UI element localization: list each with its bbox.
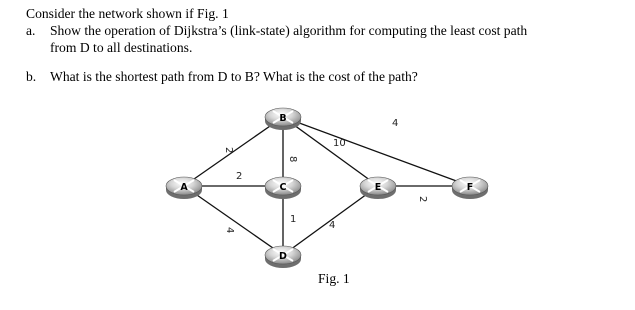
question-a-line-1: Show the operation of Dijkstra’s (link-state) algorithm for computing the least cost path	[50, 23, 528, 38]
node-label-b: B	[279, 113, 287, 124]
intro-text: Consider the network shown if Fig. 1	[26, 6, 229, 21]
edge-weight-a-b: 2	[223, 147, 234, 154]
edge-weight-b-f: 4	[392, 118, 399, 129]
node-label-c: C	[279, 182, 287, 193]
edge-b-f	[283, 117, 470, 186]
edge-weight-a-d: 4	[224, 227, 235, 234]
router-node-e	[360, 177, 396, 199]
node-label-f: F	[466, 182, 474, 193]
edge-a-d	[184, 186, 283, 255]
node-label-d: D	[279, 251, 287, 262]
question-a-marker: a.	[26, 23, 36, 38]
edge-weight-b-c: 8	[287, 156, 298, 163]
nodes-layer	[166, 108, 488, 268]
router-node-f	[452, 177, 488, 199]
router-node-d	[265, 246, 301, 268]
router-node-b	[265, 108, 301, 130]
edges-layer	[184, 117, 470, 255]
edge-weight-e-f: 2	[417, 196, 428, 203]
node-label-e: E	[374, 182, 382, 193]
edge-weight-a-c: 2	[236, 171, 243, 182]
question-a-line-2: from D to all destinations.	[50, 40, 193, 55]
edge-weight-b-e: 10	[333, 138, 346, 149]
figure-caption: Fig. 1	[318, 271, 350, 286]
router-node-c	[265, 177, 301, 199]
node-label-a: A	[180, 182, 188, 193]
edge-b-e	[283, 117, 378, 186]
edge-weight-c-d: 1	[290, 214, 297, 225]
question-b-marker: b.	[26, 69, 37, 84]
router-node-a	[166, 177, 202, 199]
question-b-text: What is the shortest path from D to B? What is the cost of the path?	[50, 69, 418, 84]
edge-weight-d-e: 4	[329, 220, 336, 231]
